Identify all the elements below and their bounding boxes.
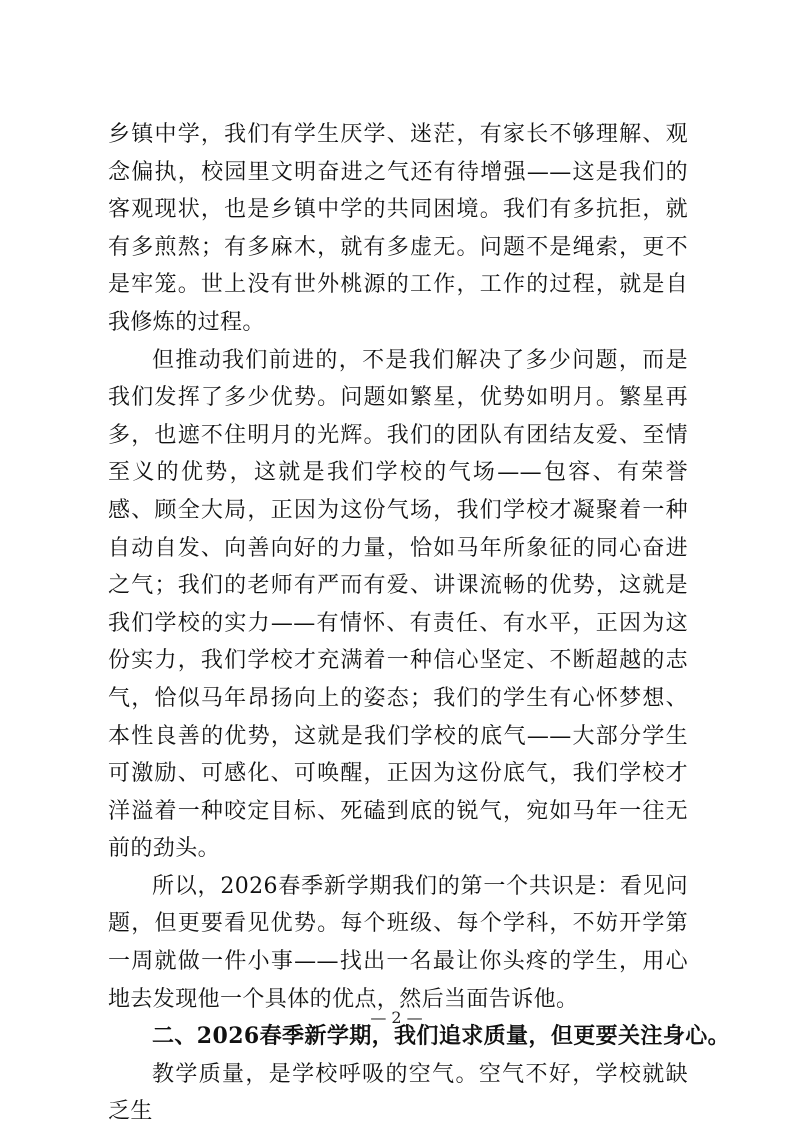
page-number: — 2 — [370, 1008, 423, 1027]
paragraph-1: 乡镇中学，我们有学生厌学、迷茫，有家长不够理解、观念偏执，校园里文明奋进之气还有待增强——这是我们的客观现状，也是乡镇中学的共同困境。我们有多抗拒，就有多煎熬；有多麻木，就有多虚无。问题不是绳索，更不是牢笼。世上没有世外桃源的工作，工作的过程，就是自我修炼的过程。 [108, 122, 688, 335]
section-heading: 二、2026春季新学期，我们追求质量，但更要关注身心。 [152, 1023, 731, 1050]
paragraph-3: 所以，2026春季新学期我们的第一个共识是：看见问题，但更要看见优势。每个班级、每个学科，不妨开学第一周就做一件小事——找出一名最让你头疼的学生，用心地去发现他一个具体的优点，然后当面告诉他。 [108, 873, 688, 1012]
document-body [108, 116, 731, 1131]
paragraph-2: 但推动我们前进的，不是我们解决了多少问题，而是我们发挥了多少优势。问题如繁星，优势如明月。繁星再多，也遮不住明月的光辉。我们的团队有团结友爱、至情至义的优势，这就是我们学校的气场——包容、有荣誉感、顾全大局，正因为这份气场，我们学校才凝聚着一种自动自发、向善向好的力量，恰如马年所象征的同心奋进之气；我们的老师有严而有爱、讲课流畅的优势，这就是我们学校的实力——有情怀、有责任、有水平，正因为这份实力，我们学校才充满着一种信心坚定、不断超越的志气，恰似马年昂扬向上的姿态；我们的学生有心怀梦想、本性良善的优势，这就是我们学校的底气——大部分学生可激励、可感化、可唤醒，正因为这份底气，我们学校才洋溢着一种咬定目标、死磕到底的锐气，宛如马年一往无前的劲头。 [108, 347, 688, 862]
paragraph-4: 教学质量，是学校呼吸的空气。空气不好，学校就缺乏生 [108, 1061, 688, 1125]
